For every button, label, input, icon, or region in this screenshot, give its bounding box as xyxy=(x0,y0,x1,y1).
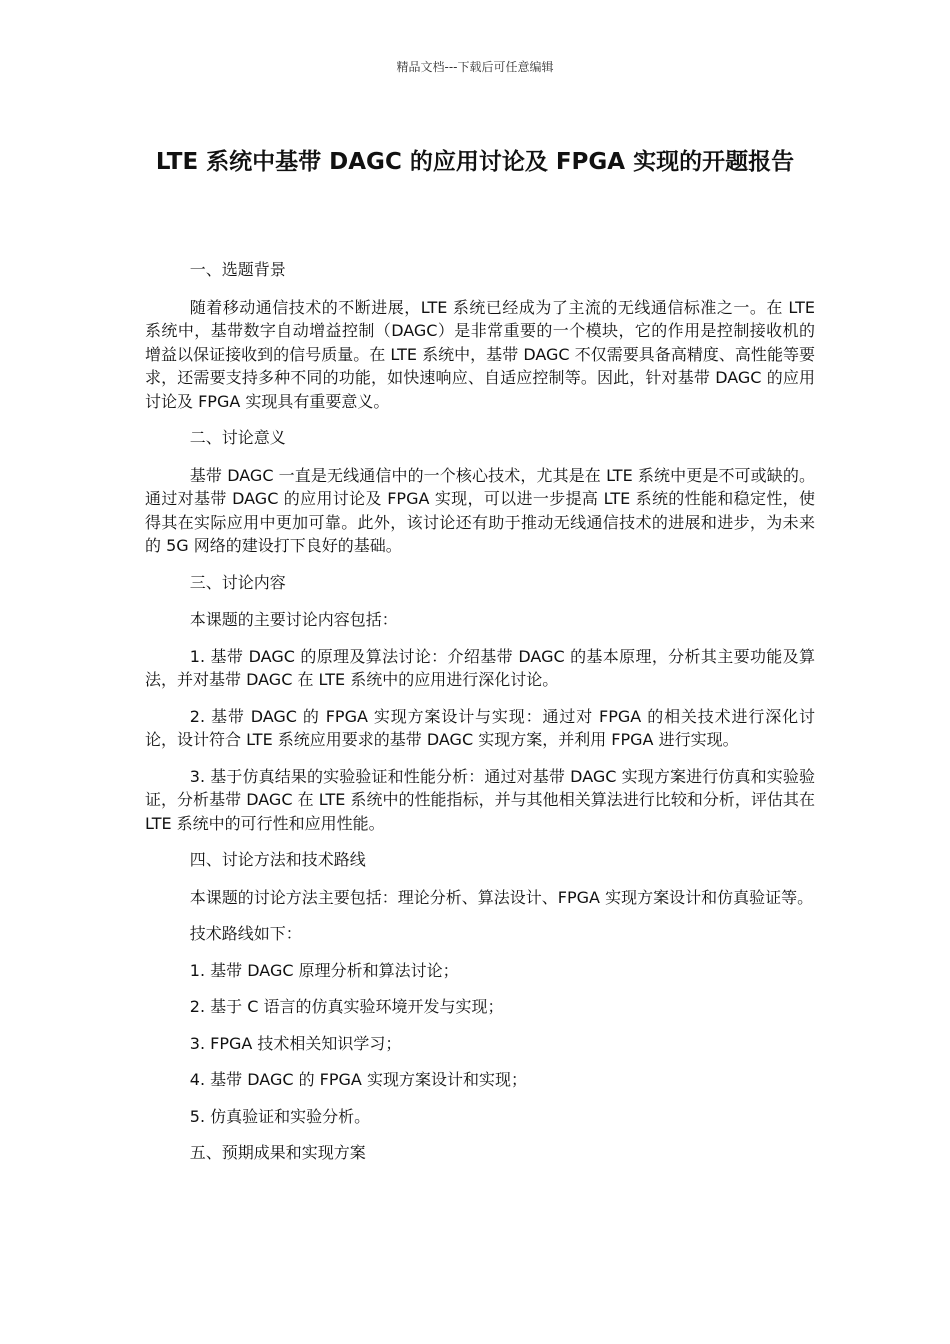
section-heading-outcomes: 五、预期成果和实现方案 xyxy=(189,1143,366,1162)
document-title: LTE 系统中基带 DAGC 的应用讨论及 FPGA 实现的开题报告 xyxy=(155,149,795,175)
paragraph-background: 随着移动通信技术的不断进展，LTE 系统已经成为了主流的无线通信标准之一。在 LTE 系统中，基带数字自动增益控制（DAGC）是非常重要的一个模块，它的作用是控制接收机的增益以保证接收到的信号质量。在 LTE 系统中，基带 DAGC 不仅需要具备高精度、高性能等要求，还需要支持多种不同的功能，如快速响应、自适应控制等。因此，针对基带 DAGC 的应用讨论及 FPGA 实现具有重要意义。 xyxy=(145,297,815,411)
list-item-route-5: 5. 仿真验证和实验分析。 xyxy=(189,1106,371,1126)
paragraph-route-intro: 技术路线如下： xyxy=(189,924,302,943)
list-item-route-3: 3. FPGA 技术相关知识学习； xyxy=(189,1033,402,1053)
document-body xyxy=(145,258,815,1179)
paragraph-methods: 本课题的讨论方法主要包括：理论分析、算法设计、FPGA 实现方案设计和仿真验证等。 xyxy=(189,887,814,907)
paragraph-significance: 基带 DAGC 一直是无线通信中的一个核心技术，尤其是在 LTE 系统中更是不可或缺的。通过对基带 DAGC 的应用讨论及 FPGA 实现，可以进一步提高 LTE 系统的性能和稳定性，使得其在实际应用中更加可靠。此外，该讨论还有助于推动无线通信技术的进展和进步，为未来的 5G 网络的建设打下良好的基础。 xyxy=(145,465,815,555)
list-item-route-2: 2. 基于 C 语言的仿真实验环境开发与实现； xyxy=(189,997,504,1016)
list-item-content-1: 1. 基带 DAGC 的原理及算法讨论：介绍基带 DAGC 的基本原理，分析其主要功能及算法，并对基带 DAGC 在 LTE 系统中的应用进行深化讨论。 xyxy=(145,646,815,689)
list-item-route-4: 4. 基带 DAGC 的 FPGA 实现方案设计和实现； xyxy=(189,1070,527,1089)
page-header-note: 精品文档---下载后可任意编辑 xyxy=(396,60,554,74)
list-item-content-3: 3. 基于仿真结果的实验验证和性能分析：通过对基带 DAGC 实现方案进行仿真和实验验证，分析基带 DAGC 在 LTE 系统中的性能指标，并与其他相关算法进行比较和分析，评估其在 LTE 系统中的可行性和应用性能。 xyxy=(145,766,815,833)
section-heading-background: 一、选题背景 xyxy=(189,260,286,279)
section-heading-methods: 四、讨论方法和技术路线 xyxy=(189,850,366,869)
list-item-content-2: 2. 基带 DAGC 的 FPGA 实现方案设计与实现：通过对 FPGA 的相关技术进行深化讨论，设计符合 LTE 系统应用要求的基带 DAGC 实现方案，并利用 FPGA 进行实现。 xyxy=(145,706,815,749)
section-heading-content: 三、讨论内容 xyxy=(189,572,286,592)
list-item-route-1: 1. 基带 DAGC 原理分析和算法讨论； xyxy=(189,960,459,980)
paragraph-content-intro: 本课题的主要讨论内容包括： xyxy=(189,610,398,629)
section-heading-significance: 二、讨论意义 xyxy=(189,428,286,447)
